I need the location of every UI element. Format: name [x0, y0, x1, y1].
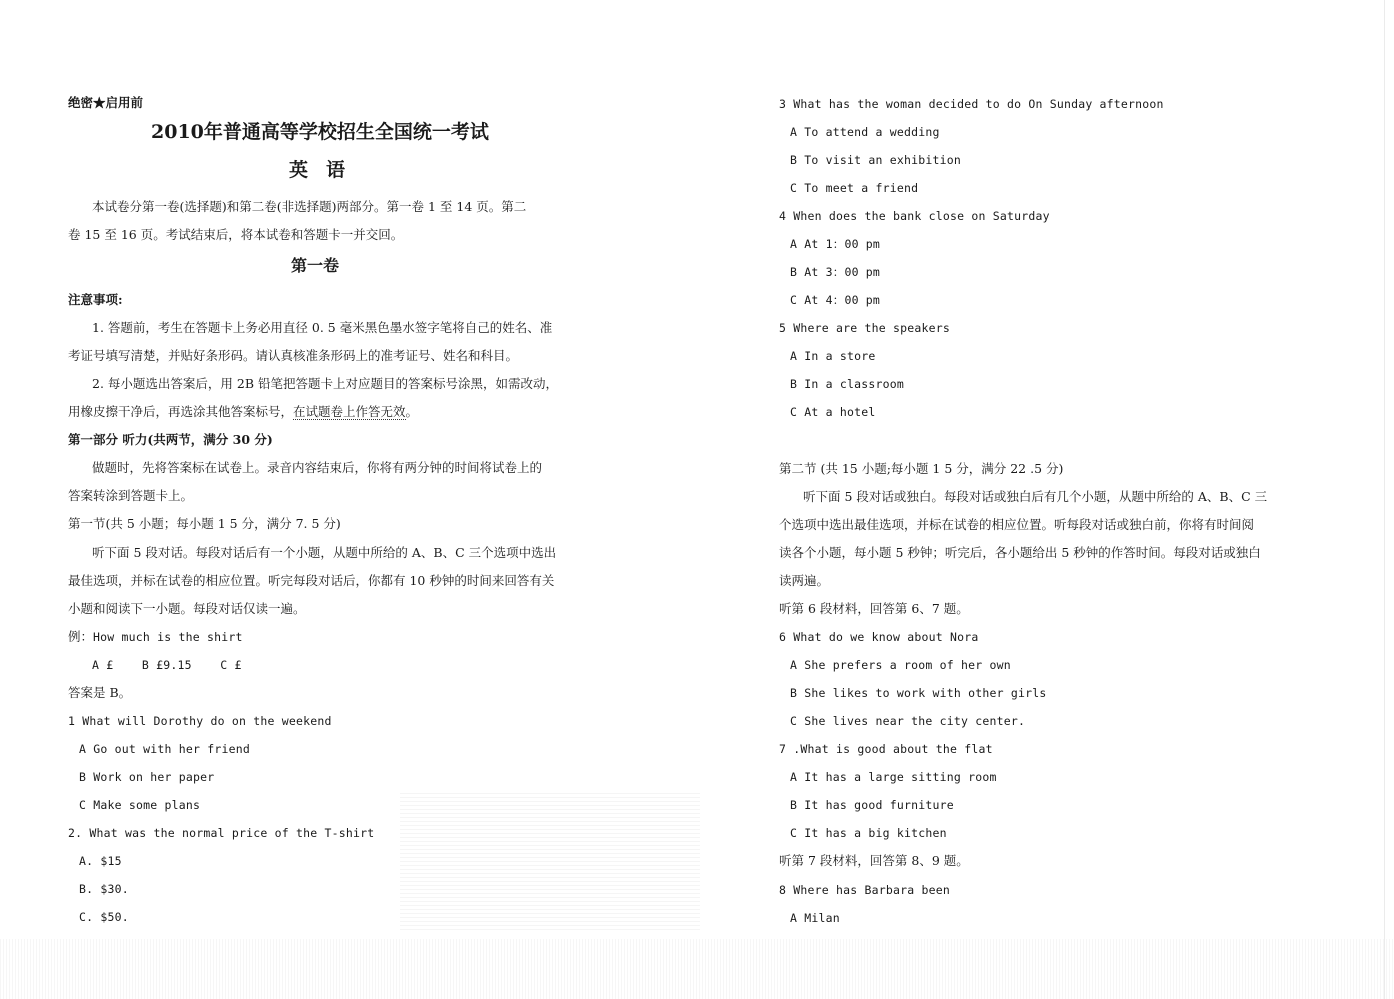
note-2-period: 。 [405, 404, 419, 419]
question-7-option-b: B It has good furniture [790, 798, 954, 812]
section1-instruction-line-1: 听下面 5 段对话。每段对话后有一个小题，从题中所给的 A、B、C 三个选项中选出 [92, 545, 557, 560]
question-5-option-c: C At a hotel [790, 405, 876, 419]
question-1: 1 What will Dorothy do on the weekend [68, 714, 332, 728]
question-8-option-a: A Milan [790, 911, 840, 925]
question-6-option-a: A She prefers a room of her own [790, 658, 1011, 672]
question-5: 5 Where are the speakers [779, 321, 950, 335]
question-7: 7 .What is good about the flat [779, 742, 993, 756]
question-2-option-b: B. $30. [79, 882, 129, 896]
note-2-line-2-text: 用橡皮擦干净后，再选涂其他答案标号， [68, 404, 294, 419]
question-5-option-a: A In a store [790, 349, 876, 363]
section2-instruction-line-3: 读各个小题，每小题 5 秒钟；听完后，各小题给出 5 秒钟的作答时间。每段对话或独白 [779, 545, 1261, 560]
example-label: 例： [68, 629, 94, 644]
example-line [68, 629, 243, 645]
question-1-option-a: A Go out with her friend [79, 742, 250, 756]
intro-line-2: 卷 15 至 16 页。考试结束后，将本试卷和答题卡一并交回。 [68, 227, 404, 242]
intro-line-1: 本试卷分第一卷(选择题)和第二卷(非选择题)两部分。第一卷 1 至 14 页。第二 [92, 199, 527, 214]
question-2-option-a: A. $15 [79, 854, 122, 868]
confidential-mark: 绝密★启用前 [68, 95, 144, 110]
section2-instruction-line-4: 读两遍。 [779, 573, 830, 588]
note-1-line-1: 1. 答题前，考生在答题卡上务必用直径 0. 5 毫米黑色墨水签字笔将自己的姓名、准 [92, 320, 553, 335]
question-3-option-c: C To meet a friend [790, 181, 919, 195]
question-3-option-a: A To attend a wedding [790, 125, 940, 139]
right-page [697, 0, 1394, 999]
question-3-option-b: B To visit an exhibition [790, 153, 961, 167]
material-6-heading: 听第 6 段材料，回答第 6、7 题。 [779, 601, 969, 616]
part1-instruction-line-1: 做题时，先将答案标在试卷上。录音内容结束后，你将有两分钟的时间将试卷上的 [92, 460, 543, 475]
section2-instruction-line-1: 听下面 5 段对话或独白。每段对话或独白后有几个小题，从题中所给的 A、B、C 三 [803, 489, 1268, 504]
example-options: A £ B £9.15 C £ [92, 658, 242, 672]
question-3: 3 What has the woman decided to do On Sunday afternoon [779, 97, 1164, 111]
question-4-option-a: A At 1：00 pm [790, 237, 881, 251]
question-6: 6 What do we know about Nora [779, 630, 979, 644]
section2-instruction-line-2: 个选项中选出最佳选项，并标在试卷的相应位置。听每段对话或独白前，你将有时间阅 [779, 517, 1255, 532]
question-8: 8 Where has Barbara been [779, 883, 950, 897]
subject-title: 英语 [289, 159, 364, 181]
part1-instruction-line-2: 答案转涂到答题卡上。 [68, 488, 194, 503]
section1-instruction-line-3: 小题和阅读下一小题。每段对话仅读一遍。 [68, 601, 306, 616]
section1-heading: 第一节(共 5 小题；每小题 1 5 分，满分 7. 5 分) [68, 516, 341, 531]
part1-heading: 第一部分 听力(共两节，满分 30 分) [68, 432, 273, 447]
question-6-option-b: B She likes to work with other girls [790, 686, 1047, 700]
section2-heading: 第二节 (共 15 小题;每小题 1 5 分，满分 22 .5 分) [779, 461, 1064, 476]
note-1-line-2: 考证号填写清楚，并贴好条形码。请认真核准条形码上的准考证号、姓名和科目。 [68, 348, 519, 363]
question-7-option-a: A It has a large sitting room [790, 770, 997, 784]
material-7-heading: 听第 7 段材料，回答第 8、9 题。 [779, 853, 969, 868]
question-5-option-b: B In a classroom [790, 377, 904, 391]
note-2-line-1: 2. 每小题选出答案后，用 2B 铅笔把答题卡上对应题目的答案标号涂黑，如需改动， [92, 376, 558, 391]
question-2: 2. What was the normal price of the T-shirt [68, 826, 375, 840]
question-4: 4 When does the bank close on Saturday [779, 209, 1050, 223]
question-4-option-b: B At 3：00 pm [790, 265, 881, 279]
exam-title: 2010年普通高等学校招生全国统一考试 [151, 121, 489, 143]
question-6-option-c: C She lives near the city center. [790, 714, 1026, 728]
question-1-option-c: C Make some plans [79, 798, 201, 812]
question-7-option-c: C It has a big kitchen [790, 826, 947, 840]
volume-heading: 第一卷 [291, 256, 340, 275]
notes-heading: 注意事项: [68, 292, 123, 307]
note-2-emphasis: 在试题卷上作答无效 [293, 404, 406, 419]
note-2-line-2 [68, 404, 418, 420]
example-answer: 答案是 B。 [68, 685, 132, 700]
section1-instruction-line-2: 最佳选项，并标在试卷的相应位置。听完每段对话后，你都有 10 秒钟的时间来回答有关 [68, 573, 555, 588]
example-question: How much is the shirt [93, 630, 243, 644]
question-1-option-b: B Work on her paper [79, 770, 215, 784]
question-4-option-c: C At 4：00 pm [790, 293, 881, 307]
question-2-option-c: C. $50. [79, 910, 129, 924]
